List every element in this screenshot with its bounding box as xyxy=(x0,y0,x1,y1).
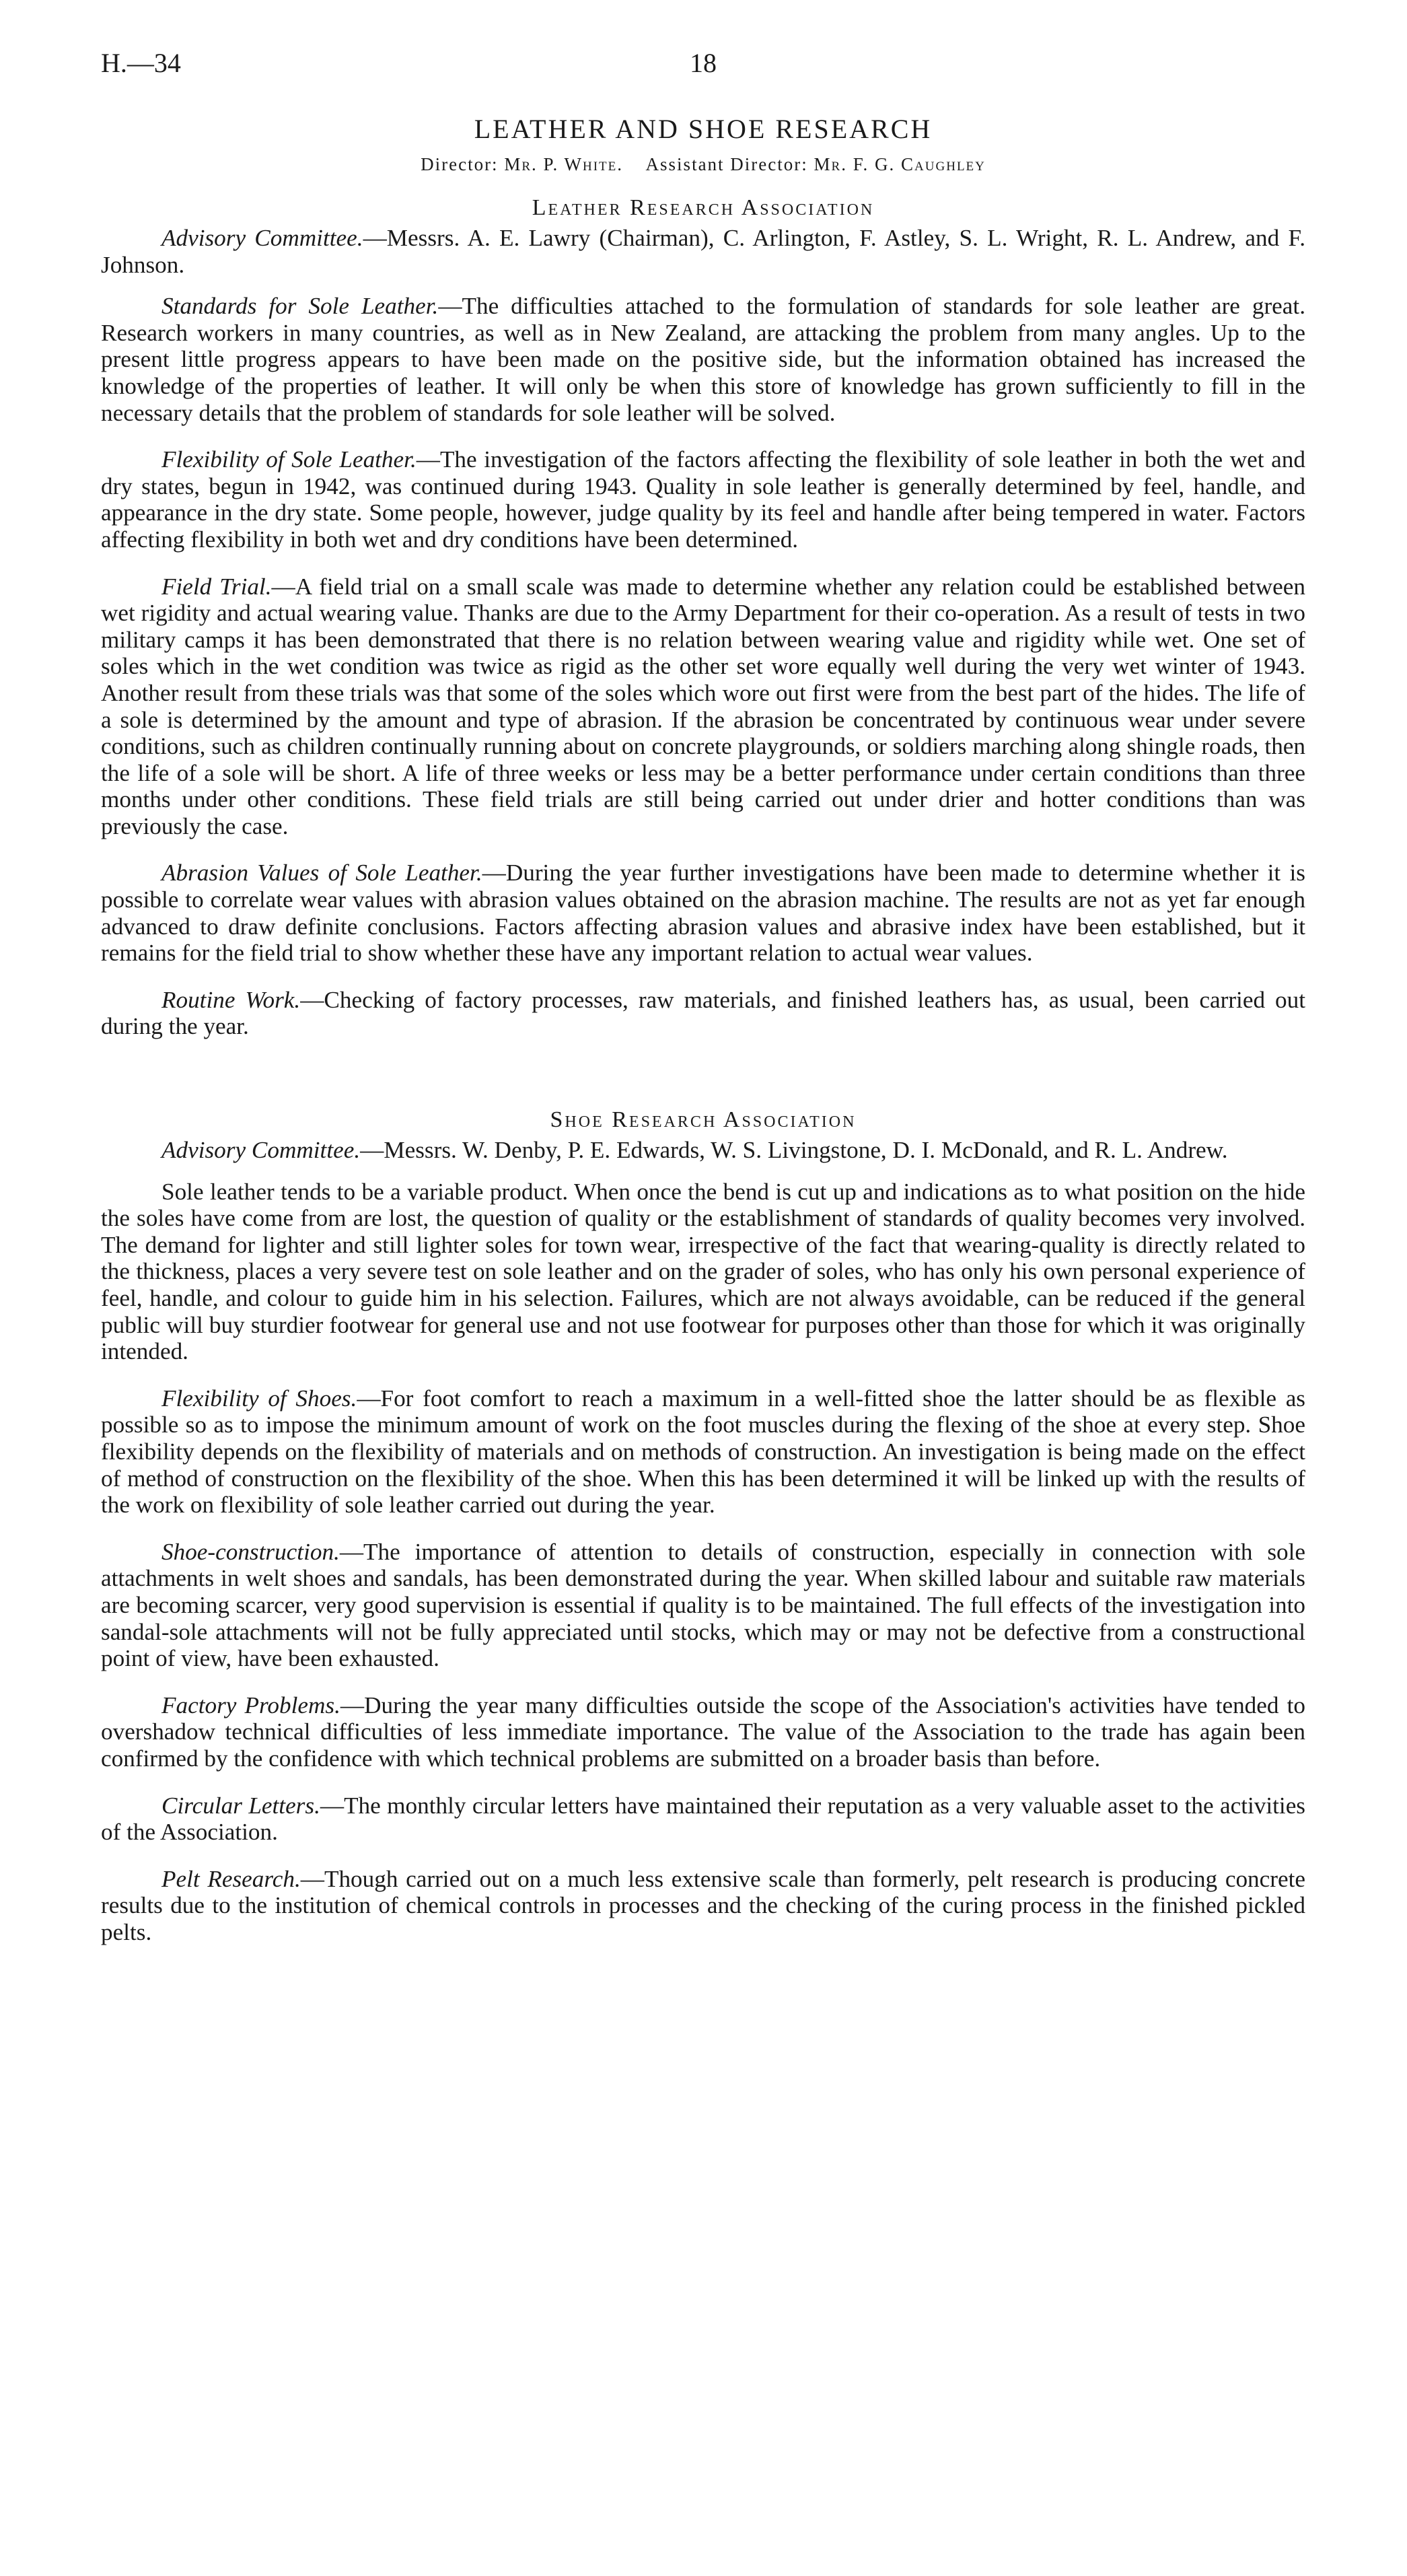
paragraph-text: —Messrs. A. E. Lawry (Chairman), C. Arlington, F. Astley, S. L. Wright, R. L. Andrew, and F. Johnson. xyxy=(101,225,1306,278)
paragraph-lead: Field Trial. xyxy=(161,573,272,600)
paragraph-lead: Advisory Committee. xyxy=(161,1137,361,1164)
paragraph-standards-sole-leather xyxy=(101,293,1305,426)
paragraph-lead: Circular Letters. xyxy=(161,1792,320,1819)
shoe-advisory-committee xyxy=(101,1137,1305,1164)
director-label: Director: xyxy=(421,154,499,174)
paragraph-lead: Pelt Research. xyxy=(161,1865,301,1892)
paragraph-lead: Shoe-construction. xyxy=(161,1538,340,1565)
paragraph-text: —The investigation of the factors affecting the flexibility of sole leather in both the wet and dry states, begun in 1942, was continued during 1943. Quality in sole leather is generally determined by feel, handle, and appearance in the dry state. Some people, however, judge quality by its feel and handle after being tempered in water. Factors affecting flexibility in both wet and dry conditions have been determined. xyxy=(101,446,1305,553)
paragraph-shoe-construction xyxy=(101,1539,1305,1672)
paragraph-text: —The difficulties attached to the formulation of standards for sole leather are great. Research workers in many countries, as well as in New Zealand, are attacking the problem from many angles. Up to the present little progress appears to have been made on the positive side, but the information obtained has increased the knowledge of the properties of leather. It will only be when this store of knowledge has grown sufficiently to fill in the necessary details that the problem of standards for sole leather will be solved. xyxy=(101,293,1305,426)
directors-line xyxy=(101,154,1305,175)
paragraph-sole-leather-variable: Sole leather tends to be a variable product. When once the bend is cut up and indications as to what position on the hide the soles have come from are lost, the question of quality or the establishment of standards of quality becomes very involved. The demand for lighter and still lighter soles for town wear, irrespective of the fact that wearing-quality is directly related to the thickness, places a very severe test on sole leather and on the grader of soles, who has only his own personal experience of feel, handle, and colour to guide him in his selection. Failures, which are not always avoidable, can be reduced if the general public will buy sturdier footwear for general use and not use footwear for purposes other than those for which it was originally intended. xyxy=(101,1178,1305,1365)
paragraph-lead: Flexibility of Shoes. xyxy=(161,1385,357,1412)
paragraph-lead: Standards for Sole Leather. xyxy=(161,293,439,320)
paragraph-text: —Checking of factory processes, raw materials, and finished leathers has, as usual, been carried out during the year. xyxy=(101,986,1305,1040)
paragraph-lead: Abrasion Values of Sole Leather. xyxy=(161,860,482,886)
paragraph-routine-work xyxy=(101,987,1305,1040)
section-heading-shoe: Shoe Research Association xyxy=(550,1107,857,1133)
paragraph-pelt-research xyxy=(101,1866,1305,1946)
paragraph-text: —The importance of attention to details of construction, especially in connection with sole attachments in welt shoes and sandals, has been demonstrated during the year. When skilled labour and suitable raw materials are becoming scarcer, very good supervision is essential if quality is to be maintained. The full effects of the investigation into sandal-sole attachments will not be fully appreciated until stocks, which may or may not be defective from a constructional point of view, have been exhausted. xyxy=(101,1538,1305,1672)
paragraph-text: —During the year further investigations have been made to determine whether it is possible to correlate wear values with abrasion values obtained on the abrasion machine. The results are not as yet far enough advanced to draw definite conclusions. Factors affecting abrasion values and abrasive index have been established, but it remains for the field trial to show whether these have any important relation to actual wear values. xyxy=(101,860,1305,967)
section-heading-leather: Leather Research Association xyxy=(532,195,875,220)
page-title: LEATHER AND SHOE RESEARCH xyxy=(474,114,933,144)
paragraph-text: —Messrs. W. Denby, P. E. Edwards, W. S. Livingstone, D. I. McDonald, and R. L. Andrew. xyxy=(360,1137,1228,1164)
paragraph-text: —During the year many difficulties outside the scope of the Association's activities have tended to overshadow technical difficulties of less immediate importance. The value of the Association to the trade has again been confirmed by the confidence with which technical problems are submitted on a broader basis than before. xyxy=(101,1692,1305,1772)
assistant-director-name: Mr. F. G. Caughley xyxy=(814,154,986,174)
document-page xyxy=(101,47,1305,1965)
paragraph-field-trial xyxy=(101,573,1305,840)
leather-advisory-committee xyxy=(101,225,1305,278)
paragraph-text: —A field trial on a small scale was made to determine whether any relation could be established between wet rigidity and actual wearing value. Thanks are due to the Army Department for their co-operation. As a result of tests in two military camps it has been demonstrated that there is no relation between wearing value and rigidity while wet. One set of soles which in the wet condition was twice as rigid as the other set wore equally well during the very wet winter of 1943. Another result from these trials was that some of the soles which wore out first were from the best part of the hides. The life of a sole is determined by the amount and type of abrasion. If the abrasion be concentrated by continuous wear under severe conditions, such as children continually running about on concrete playgrounds, or soldiers marching along shingle roads, then the life of a sole will be short. A life of three weeks or less may be a better performance under certain conditions than three months under other conditions. These field trials are still being carried out under drier and hotter conditions than was previously the case. xyxy=(101,573,1305,839)
paragraph-text: —For foot comfort to reach a maximum in a well-fitted shoe the latter should be as flexible as possible so as to impose the minimum amount of work on the foot muscles during the flexing of the shoe at every step. Shoe flexibility depends on the flexibility of materials and on methods of construction. An investigation is being made on the effect of method of construction on the flexibility of the shoe. When this has been determined it will be linked up with the results of the work on flexibility of sole leather carried out during the year. xyxy=(101,1385,1306,1519)
assistant-director-label: Assistant Director: xyxy=(645,154,808,174)
paragraph-circular-letters xyxy=(101,1792,1305,1846)
paragraph-abrasion-values xyxy=(101,860,1305,966)
page-number: 18 xyxy=(690,48,717,78)
running-head xyxy=(101,47,1305,101)
paragraph-text: —The monthly circular letters have maintained their reputation as a very valuable asset to the activities of the Association. xyxy=(101,1792,1306,1846)
paragraph-lead: Flexibility of Sole Leather. xyxy=(161,446,417,473)
paragraph-lead: Advisory Committee. xyxy=(161,225,363,251)
director-name: Mr. P. White. xyxy=(504,154,624,174)
paragraph-factory-problems xyxy=(101,1692,1305,1772)
paragraph-flexibility-shoes xyxy=(101,1385,1305,1519)
paragraph-lead: Factory Problems. xyxy=(161,1692,340,1718)
paragraph-flexibility-sole-leather xyxy=(101,446,1305,553)
paragraph-lead: Routine Work. xyxy=(161,986,301,1013)
paragraph-text: —Though carried out on a much less extensive scale than formerly, pelt research is producing concrete results due to the institution of chemical controls in processes and the checking of the curing process in the finished pickled pelts. xyxy=(101,1865,1305,1945)
report-reference: H.—34 xyxy=(101,48,181,78)
